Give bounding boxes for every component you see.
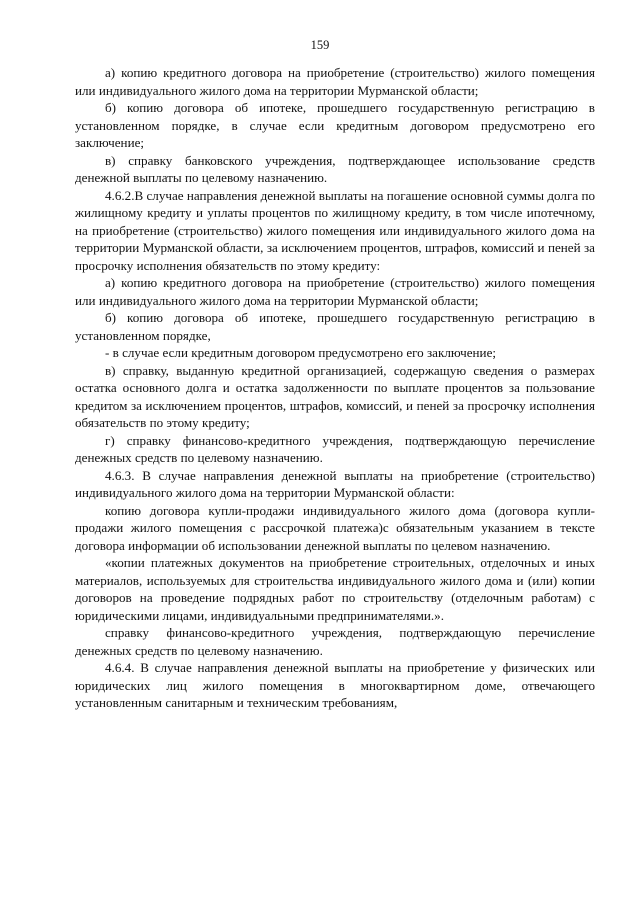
paragraph-item-v-credit-org-certificate: в) справку, выданную кредитной организацией, содержащую сведения о размерах остатка основного долга и остатка задолженности по выплате процентов за пользование кредитом за исключением процентов, штрафов, комиссий, и пеней за просрочку исполнения обязательств по этому кредиту;	[75, 362, 595, 430]
paragraph-finance-certificate: справку финансово-кредитного учреждения, подтверждающую перечисление денежных средств по целевому назначению.	[75, 625, 595, 658]
paragraph-item-b-mortgage-contract: б) копию договора об ипотеке, прошедшего государственную регистрацию в установленном порядке, в случае если кредитным договором предусмотрено его заключение;	[75, 100, 595, 150]
paragraph-sale-contract-copy: копию договора купли-продажи индивидуального жилого дома (договора купли-продажи жилого помещения с рассрочкой платежа)с обязательным указанием в тексте договора информации об использовании денежной выплаты по целевом назначению.	[75, 502, 595, 553]
paragraph-mortgage-condition: - в случае если кредитным договором предусмотрено его заключение;	[105, 345, 497, 360]
paragraph-item-g-finance-certificate: г) справку финансово-кредитного учреждения, подтверждающую перечисление денежных средств по целевому назначению.	[75, 432, 595, 465]
page-number: 159	[310, 38, 330, 52]
paragraph-item-b-mortgage-contract-2: б) копию договора об ипотеке, прошедшего государственную регистрацию в установленном порядке,	[75, 310, 595, 343]
paragraph-item-a-credit-contract: а) копию кредитного договора на приобретение (строительство) жилого помещения или индивидуального жилого дома на территории Мурманской области;	[75, 65, 595, 98]
paragraph-section-4-6-2: 4.6.2.В случае направления денежной выплаты на погашение основной суммы долга по жилищному кредиту и уплаты процентов по жилищному кредиту, в том числе ипотечному, на приобретение (строительство) жилого помещения или индивидуального жилого дома на территории Мурманской области, за исключением процентов, штрафов, комиссий и пеней за просрочку исполнения обязательств по этому кредиту:	[75, 187, 595, 273]
paragraph-item-v-bank-certificate: в) справку банковского учреждения, подтверждающее использование средств денежной выплаты по целевому назначению.	[75, 152, 595, 185]
paragraph-item-a-credit-contract-2: а) копию кредитного договора на приобретение (строительство) жилого помещения или индивидуального жилого дома на территории Мурманской области;	[75, 275, 595, 308]
paragraph-section-4-6-3: 4.6.3. В случае направления денежной выплаты на приобретение (строительство) индивидуального жилого дома на территории Мурманской области:	[75, 467, 595, 500]
document-body	[75, 64, 595, 712]
paragraph-payment-documents: «копии платежных документов на приобретение строительных, отделочных и иных материалов, используемых для строительства индивидуального жилого дома и (или) копии договоров на проведение подрядных работ по строительству (отделочным работам) с юридическими лицами, индивидуальными предпринимателями.».	[75, 555, 595, 623]
paragraph-section-4-6-4: 4.6.4. В случае направления денежной выплаты на приобретение у физических или юридических лиц жилого помещения в многоквартирном доме, отвечающего установленным санитарным и техническим требованиям,	[75, 660, 595, 710]
